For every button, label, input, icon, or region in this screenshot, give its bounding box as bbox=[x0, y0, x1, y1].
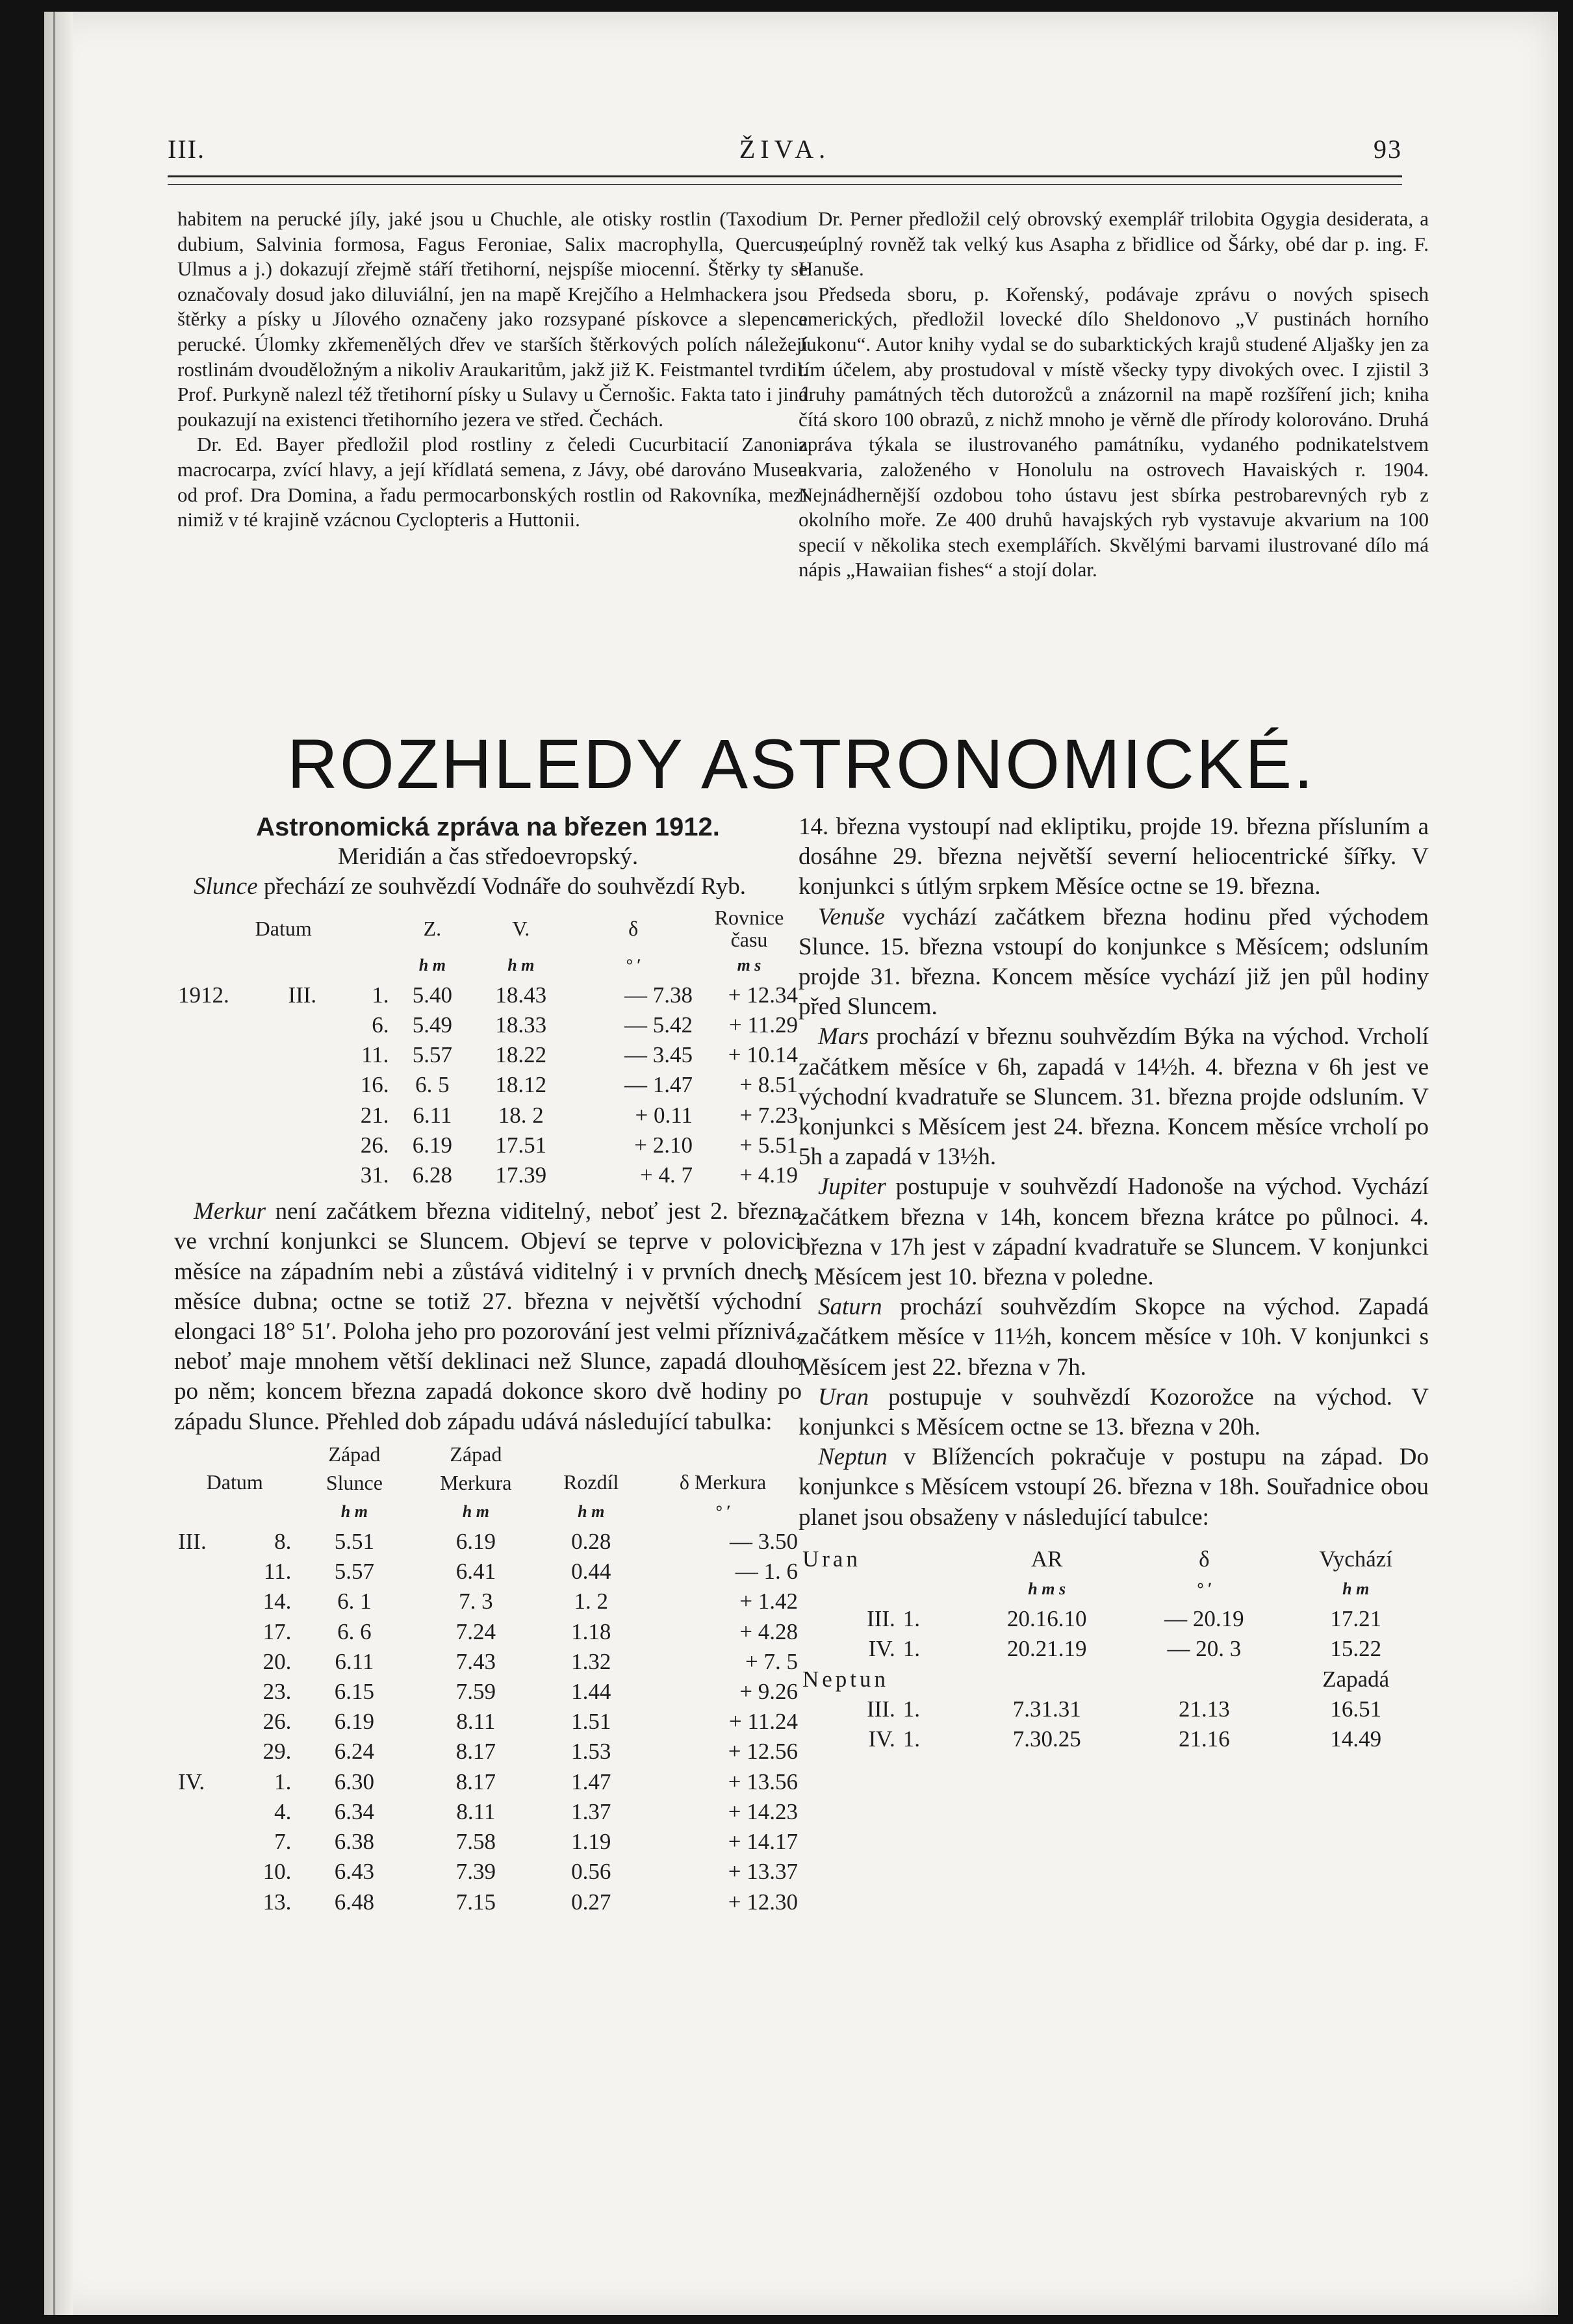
sun-row bbox=[174, 1101, 802, 1130]
merkur-row-delta: — 3.50 bbox=[730, 1529, 798, 1555]
uran-row-time: 15.22 bbox=[1330, 1636, 1382, 1662]
planet-unit-time: h m bbox=[1342, 1579, 1370, 1599]
jupiter-name: Jupiter bbox=[818, 1173, 886, 1201]
merkur-unit-slunce: h m bbox=[340, 1501, 368, 1521]
bottom-right-column bbox=[799, 812, 1429, 1754]
sun-row bbox=[174, 1070, 802, 1100]
sun-unit-delta: ° ′ bbox=[625, 955, 641, 975]
sun-row bbox=[174, 1130, 802, 1160]
merkur-row bbox=[174, 1707, 802, 1737]
merkur-row-rozdil: 1.53 bbox=[571, 1739, 611, 1765]
merkur-row-slunce: 6.43 bbox=[334, 1859, 374, 1885]
merkur-row-delta: + 12.30 bbox=[728, 1889, 798, 1915]
slunce-paragraph bbox=[174, 872, 802, 902]
merkur-row-month bbox=[174, 1617, 235, 1647]
merkur-row-month bbox=[174, 1647, 235, 1677]
merkur-row-rozdil: 0.56 bbox=[571, 1859, 611, 1885]
sun-row-v: 18.22 bbox=[495, 1042, 547, 1068]
uran-row-delta: — 20.19 bbox=[1164, 1606, 1244, 1632]
sun-row-v: 18. 2 bbox=[498, 1102, 544, 1128]
sun-table bbox=[174, 906, 802, 1191]
uran-row bbox=[799, 1604, 1429, 1634]
sun-row-rovnice: + 10.14 bbox=[728, 1042, 798, 1068]
sun-row-month bbox=[272, 1160, 333, 1190]
sun-row-rovnice: + 11.29 bbox=[729, 1012, 798, 1038]
sun-table-header bbox=[174, 906, 802, 951]
paragraph-tertiary-deposits: habitem na perucké jíly, jaké jsou u Chuchle, ale otisky rostlin (Taxodium dubium, Salvinia formosa, Fagus Feroniae, Salix macrophylla, Quercus, Ulmus a j.) dokazují zřejmě stáří třetihorní, nejspíše miocenní. Štěrky ty se označovaly dosud jako diluviální, jen na mapě Krejčího a Helmhackera jsou štěrky a písky u Jílového označeny jako rozsypané pískovce a slepence perucké. Úlomky zkřemenělých dřev ve starších štěrkových polích náležejí rostlinám dvouděložným a nikoliv Araukaritům, jakž již K. Feistmantel tvrdil. Prof. Purkyně nalezl též třetihorní písky u Sulavy u Černošic. Fakta tato i jiná poukazují na existenci třetihorního jezera ve střed. Čechách. bbox=[177, 207, 808, 431]
sun-row-z: 6.11 bbox=[413, 1102, 452, 1128]
merkur-table-header bbox=[174, 1440, 802, 1497]
sun-row bbox=[174, 980, 802, 1010]
mars-text: prochází v březnu souhvězdím Býka na východ. Vrcholí začátkem měsíce v 6h, zapadá v 14½h. 4. března v 6h jest ve východní kvadratuře se Sluncem. 31. března projde odsluním. V konjunkci s Měsícem jest 24. března. Koncem měsíce vrcholí po 5h a zapadá v 13½h. bbox=[799, 1023, 1429, 1171]
merkur-row-merkura: 7.43 bbox=[455, 1648, 496, 1674]
slunce-text: přechází ze souhvězdí Vodnáře do souhvězdí Ryb. bbox=[263, 873, 746, 900]
merkur-name: Merkur bbox=[194, 1198, 266, 1225]
merkur-row-merkura: 8.17 bbox=[455, 1739, 496, 1765]
sun-row-day: 1. bbox=[372, 982, 389, 1008]
sun-row-delta: — 3.45 bbox=[624, 1042, 693, 1068]
merkur-row-slunce: 6.48 bbox=[334, 1889, 374, 1915]
merkur-header-zapad-slunce: Západ Slunce bbox=[326, 1442, 383, 1494]
merkur-row-month: III. bbox=[178, 1529, 207, 1555]
neptun-row-delta: 21.16 bbox=[1178, 1726, 1230, 1752]
sun-row bbox=[174, 1040, 802, 1070]
merkur-text: není začátkem března viditelný, neboť jest 2. března ve vrchní konjunkci se Sluncem. Objeví se teprve v polovici měsíce na západním nebi a zůstává viditelný i v prvních dnech měsíce dubna; octne se totiž 27. března v největší východní elongaci 18° 51′. Poloha jeho pro pozorování jest velmi příznivá, neboť maje mnohem větší deklinaci než Slunce, zapadá dlouho po něm; koncem března zapadá dokonce skoro dvě hodiny po západu Slunce. Přehled dob západu udává následující tabulka: bbox=[174, 1198, 802, 1435]
merkur-row-month bbox=[174, 1887, 235, 1917]
neptun-row-day: 1. bbox=[902, 1696, 921, 1722]
merkur-row-month bbox=[174, 1797, 235, 1827]
paragraph-korensky: Předseda sboru, p. Kořenský, podávaje zprávu o nových spisech amerických, předložil lovecké dílo Sheldonovo „V pustinách horního Jukonu“. Autor knihy vydal se do subarktických krajů studené Aljašky jen za tím účelem, aby prostudoval v místě všecky typy divokých ovec. I zjistil 3 druhy památných těch dutorožců a znázornil na mapě rozšíření jich; kniha čítá skoro 100 obrazů, z nichž mnoho je věrně dle přírody kolorováno. Druhá zpráva týkala se ilustrovaného památníku, vydaného podnikatelstvem akvaria, založeného v Honolulu na ostrovech Havaiských r. 1904. Nejnádhernější ozdobou toho ústavu jest sbírka pestrobarevných ryb z okolního moře. Ze 400 druhů havajských ryb vystavuje akvarium na 100 specií v několika stech exemplářích. Skvělými barvami ilustrované dílo má nápis „Hawaiian fishes“ a stojí dolar. bbox=[799, 282, 1429, 581]
sun-row-day: 26. bbox=[360, 1132, 389, 1158]
merkur-row-delta: + 14.17 bbox=[728, 1829, 798, 1855]
uran-paragraph bbox=[799, 1383, 1429, 1442]
paragraph-bayer: Dr. Ed. Bayer předložil plod rostliny z čeledi Cucurbitacií Zanonia macrocarpa, zvící hlavy, a její křídlatá semena, z Jávy, obé darováno Museu od prof. Dra Domina, a řadu permocarbonských rostlin od Rakovníka, mezi nimiž v té krajině vzácnou Cyclopteris a Huttonii. bbox=[177, 433, 808, 531]
merkur-row-day: 11. bbox=[263, 1559, 292, 1585]
venuse-text: vychází začátkem března hodinu před východem Slunce. 15. března vstoupí do konjunkce s Měsícem; odsluním projde 31. března. Koncem měsíce vychází již jen půl hodiny před Sluncem. bbox=[799, 903, 1429, 1021]
sun-row-z: 6.19 bbox=[412, 1132, 452, 1158]
merkur-table-units bbox=[174, 1497, 802, 1527]
merkur-row-month bbox=[174, 1827, 235, 1857]
merkur-row-month: IV. bbox=[178, 1769, 205, 1794]
merkur-row-merkura: 8.11 bbox=[456, 1798, 496, 1824]
planet-header-delta: δ bbox=[1199, 1546, 1210, 1572]
sun-header-rovnice: Rovnice času bbox=[714, 905, 784, 951]
merkur-row-rozdil: 1. 2 bbox=[574, 1589, 608, 1615]
saturn-text: prochází souhvězdím Skopce na východ. Zapadá začátkem měsíce v 11½h, koncem měsíce v 10h. V konjunkci s Měsícem jest 22. března v 7h. bbox=[799, 1294, 1429, 1381]
planet-header-zapada: Zapadá bbox=[1322, 1666, 1390, 1692]
merkur-row-delta: + 1.42 bbox=[739, 1589, 798, 1615]
merkur-row-rozdil: 1.18 bbox=[571, 1618, 611, 1644]
slunce-name: Slunce bbox=[194, 873, 258, 900]
neptun-row-ar: 7.30.25 bbox=[1012, 1726, 1081, 1752]
top-right-column bbox=[799, 207, 1429, 583]
merkur-row-merkura: 6.41 bbox=[455, 1559, 496, 1585]
merkur-row-merkura: 7.24 bbox=[455, 1618, 496, 1644]
merkur-row-slunce: 6. 1 bbox=[337, 1589, 372, 1615]
merkur-row-slunce: 6.11 bbox=[335, 1648, 374, 1674]
merkur-row-day: 4. bbox=[274, 1798, 292, 1824]
sun-row-v: 18.33 bbox=[495, 1012, 547, 1038]
sun-row-rovnice: + 4.19 bbox=[739, 1162, 798, 1188]
mars-paragraph bbox=[799, 1022, 1429, 1172]
merkur-row bbox=[174, 1857, 802, 1887]
jupiter-paragraph bbox=[799, 1172, 1429, 1292]
sun-row-month: III. bbox=[288, 982, 317, 1008]
sun-row-day: 21. bbox=[360, 1102, 389, 1128]
venuse-name: Venuše bbox=[818, 903, 885, 930]
saturn-paragraph bbox=[799, 1292, 1429, 1383]
uran-row-delta: — 20. 3 bbox=[1167, 1636, 1242, 1662]
merkur-row-rozdil: 1.47 bbox=[571, 1769, 611, 1794]
merkur-row-merkura: 7. 3 bbox=[459, 1589, 493, 1615]
sun-row-v: 17.51 bbox=[495, 1132, 547, 1158]
page bbox=[44, 12, 1558, 2315]
sun-row-delta: + 0.11 bbox=[635, 1102, 693, 1128]
header-rule bbox=[168, 175, 1402, 185]
sun-row-delta: — 1.47 bbox=[624, 1072, 693, 1098]
merkur-row-month bbox=[174, 1587, 235, 1616]
uran-row-month: IV. bbox=[868, 1636, 895, 1662]
merkur-row-merkura: 6.19 bbox=[455, 1529, 496, 1555]
sun-row-year bbox=[174, 1101, 272, 1130]
sun-table-body bbox=[174, 980, 802, 1190]
merkur-row-merkura: 8.17 bbox=[455, 1769, 496, 1794]
merkur-row-delta: + 14.23 bbox=[728, 1798, 798, 1824]
merkur-row-day: 14. bbox=[262, 1589, 292, 1615]
merkur-row bbox=[174, 1827, 802, 1857]
merkur-row bbox=[174, 1557, 802, 1587]
uran-text: postupuje v souhvězdí Kozorožce na východ. V konjunkci s Měsícem octne se 13. března v 20h. bbox=[799, 1383, 1429, 1441]
sun-row bbox=[174, 1010, 802, 1040]
sun-row-month bbox=[272, 1130, 333, 1160]
planet-neptun-header bbox=[799, 1665, 1429, 1694]
merkur-row-delta: + 13.37 bbox=[728, 1859, 798, 1885]
merkur-row-rozdil: 0.28 bbox=[571, 1529, 611, 1555]
neptun-row-delta: 21.13 bbox=[1178, 1696, 1230, 1722]
page-number: 93 bbox=[1374, 134, 1402, 164]
merkur-row-month bbox=[174, 1707, 235, 1737]
sun-row-rovnice: + 12.34 bbox=[728, 982, 798, 1008]
merkur-row-slunce: 6.15 bbox=[334, 1679, 374, 1705]
neptun-text: v Blížencích pokračuje v postupu na západ. Do konjunkce s Měsícem vstoupí 26. března v 18h. Souřadnice obou planet jsou obsaženy v následující tabulce: bbox=[799, 1444, 1429, 1531]
merkur-row bbox=[174, 1797, 802, 1827]
sun-row-day: 16. bbox=[360, 1072, 389, 1098]
sun-row-delta: + 4. 7 bbox=[640, 1162, 693, 1188]
merkur-row-rozdil: 0.27 bbox=[571, 1889, 611, 1915]
neptun-row-month: IV. bbox=[868, 1726, 895, 1752]
merkur-row-delta: + 11.24 bbox=[729, 1709, 798, 1735]
sun-row-day: 31. bbox=[360, 1162, 389, 1188]
merkur-row-rozdil: 1.32 bbox=[571, 1648, 611, 1674]
merkur-row-merkura: 7.15 bbox=[455, 1889, 496, 1915]
merkur-row-day: 17. bbox=[262, 1618, 292, 1644]
sun-row-year: 1912. bbox=[178, 982, 229, 1008]
saturn-name: Saturn bbox=[818, 1294, 882, 1321]
merkur-row-day: 10. bbox=[262, 1859, 292, 1885]
planet-neptun-label: Neptun bbox=[802, 1666, 889, 1692]
merkur-row-rozdil: 1.19 bbox=[571, 1829, 611, 1855]
merkur-row-rozdil: 1.44 bbox=[571, 1679, 611, 1705]
top-left-column bbox=[177, 207, 808, 533]
merkur-row-day: 29. bbox=[262, 1739, 292, 1765]
merkur-row-day: 26. bbox=[262, 1709, 292, 1735]
sun-header-z: Z. bbox=[423, 916, 442, 940]
sun-row-z: 6. 5 bbox=[415, 1072, 450, 1098]
sun-row-delta: — 5.42 bbox=[624, 1012, 693, 1038]
neptun-row-ar: 7.31.31 bbox=[1012, 1696, 1081, 1722]
article-subtitle: Meridián a čas středoevropský. bbox=[337, 843, 639, 871]
merkur-row-month bbox=[174, 1677, 235, 1707]
merkur-unit-delta: ° ′ bbox=[715, 1501, 731, 1521]
planet-header-vychazi: Vychází bbox=[1319, 1546, 1393, 1572]
sun-row bbox=[174, 1160, 802, 1190]
sun-row-day: 11. bbox=[361, 1042, 389, 1068]
mars-name: Mars bbox=[818, 1023, 869, 1051]
merkur-row bbox=[174, 1527, 802, 1557]
merkur-row-day: 8. bbox=[274, 1529, 292, 1555]
merkur-row-month bbox=[174, 1557, 235, 1587]
sun-row-v: 18.43 bbox=[495, 982, 547, 1008]
page-binding-edge bbox=[44, 12, 73, 2315]
uran-row-day: 1. bbox=[902, 1636, 921, 1662]
sun-row-v: 18.12 bbox=[495, 1072, 547, 1098]
planet-neptun-body bbox=[799, 1694, 1429, 1754]
merkur-row-delta: + 13.56 bbox=[728, 1769, 798, 1794]
sun-header-v: V. bbox=[512, 916, 530, 940]
neptun-row-day: 1. bbox=[902, 1726, 921, 1752]
neptun-row-time: 14.49 bbox=[1330, 1726, 1382, 1752]
merkur-row-slunce: 6.38 bbox=[334, 1829, 374, 1855]
sun-row-v: 17.39 bbox=[495, 1162, 547, 1188]
sun-row-year bbox=[174, 1160, 272, 1190]
merkur-row-day: 20. bbox=[262, 1648, 292, 1674]
merkur-header-delta: δ Merkura bbox=[679, 1470, 767, 1494]
planet-header-ar: AR bbox=[1030, 1546, 1063, 1572]
planet-units bbox=[799, 1574, 1429, 1604]
merkur-row-merkura: 7.39 bbox=[455, 1859, 496, 1885]
merkur-row-merkura: 8.11 bbox=[456, 1709, 496, 1735]
merkur-row-day: 23. bbox=[262, 1679, 292, 1705]
merkur-header-zapad-merkura: Západ Merkura bbox=[440, 1442, 512, 1494]
sun-header-datum: Datum bbox=[255, 916, 312, 940]
sun-row-month bbox=[272, 1070, 333, 1100]
merkur-row-rozdil: 1.37 bbox=[571, 1798, 611, 1824]
sun-row-day: 6. bbox=[372, 1012, 389, 1038]
merkur-unit-merkura: h m bbox=[462, 1501, 489, 1521]
neptun-row bbox=[799, 1694, 1429, 1724]
jupiter-text: postupuje v souhvězdí Hadonoše na východ. Vychází začátkem března v 14h, koncem března krátce po půlnoci. 4. března v 17h jest v západní kvadratuře se Sluncem. V konjunkci s Měsícem jest 10. března v poledne. bbox=[799, 1173, 1429, 1291]
planet-unit-delta: ° ′ bbox=[1196, 1579, 1212, 1599]
venuse-paragraph bbox=[799, 902, 1429, 1023]
section-banner: ROZHLEDY ASTRONOMICKÉ. bbox=[287, 724, 1316, 803]
planet-uran-header bbox=[799, 1544, 1429, 1574]
merkur-row bbox=[174, 1587, 802, 1616]
merkur-row-merkura: 7.59 bbox=[455, 1679, 496, 1705]
sun-row-z: 5.49 bbox=[412, 1012, 452, 1038]
sun-row-month bbox=[272, 1101, 333, 1130]
running-header bbox=[168, 134, 1402, 173]
sun-row-year bbox=[174, 1010, 272, 1040]
bottom-left-column bbox=[174, 812, 802, 1917]
uran-name: Uran bbox=[818, 1383, 869, 1411]
merkur-table-body bbox=[174, 1527, 802, 1917]
uran-row-ar: 20.21.19 bbox=[1006, 1636, 1087, 1662]
uran-row-ar: 20.16.10 bbox=[1006, 1606, 1087, 1632]
sun-row-z: 6.28 bbox=[412, 1162, 452, 1188]
merkur-unit-rozdil: h m bbox=[578, 1501, 605, 1521]
sun-row-month bbox=[272, 1010, 333, 1040]
merkur-paragraph bbox=[174, 1197, 802, 1437]
merkur-row-month bbox=[174, 1737, 235, 1767]
merkur-row bbox=[174, 1737, 802, 1767]
article-title: Astronomická zpráva na březen 1912. bbox=[256, 813, 720, 841]
uran-row bbox=[799, 1634, 1429, 1664]
sun-row-month bbox=[272, 1040, 333, 1070]
uran-row-day: 1. bbox=[902, 1606, 921, 1632]
merkur-row-delta: — 1. 6 bbox=[735, 1559, 798, 1585]
sun-row-z: 5.57 bbox=[412, 1042, 452, 1068]
merkur-header-rozdil: Rozdíl bbox=[563, 1470, 619, 1494]
sun-unit-v: h m bbox=[507, 955, 535, 975]
merkur-row-delta: + 12.56 bbox=[728, 1739, 798, 1765]
merkur-row-rozdil: 0.44 bbox=[571, 1559, 611, 1585]
planet-uran-label: Uran bbox=[802, 1546, 861, 1572]
sun-row-z: 5.40 bbox=[412, 982, 452, 1008]
uran-row-month: III. bbox=[867, 1606, 895, 1632]
merkur-header-datum: Datum bbox=[206, 1470, 263, 1494]
neptun-row-month: III. bbox=[867, 1696, 895, 1722]
journal-title: ŽIVA. bbox=[739, 134, 831, 164]
merkur-row-slunce: 6.24 bbox=[334, 1739, 374, 1765]
volume-number: III. bbox=[168, 134, 205, 164]
merkur-row bbox=[174, 1647, 802, 1677]
merkur-row bbox=[174, 1677, 802, 1707]
merkur-row-rozdil: 1.51 bbox=[571, 1709, 611, 1735]
merkur-row-day: 7. bbox=[274, 1829, 292, 1855]
planet-uran-body bbox=[799, 1604, 1429, 1664]
sun-row-rovnice: + 5.51 bbox=[739, 1132, 798, 1158]
planet-table bbox=[799, 1544, 1429, 1754]
sun-row-delta: — 7.38 bbox=[624, 982, 693, 1008]
merkur-row-delta: + 7. 5 bbox=[745, 1648, 798, 1674]
merkur-row bbox=[174, 1887, 802, 1917]
sun-row-rovnice: + 8.51 bbox=[739, 1072, 798, 1098]
merkur-row bbox=[174, 1617, 802, 1647]
merkur-table bbox=[174, 1440, 802, 1917]
neptun-row-time: 16.51 bbox=[1330, 1696, 1382, 1722]
merkur-row-delta: + 4.28 bbox=[739, 1618, 798, 1644]
sun-unit-z: h m bbox=[418, 955, 446, 975]
merkur-row-day: 1. bbox=[274, 1769, 292, 1794]
neptun-paragraph bbox=[799, 1442, 1429, 1533]
sun-row-year bbox=[174, 1040, 272, 1070]
merkur-row-month bbox=[174, 1857, 235, 1887]
sun-table-units bbox=[174, 951, 802, 980]
neptun-row bbox=[799, 1724, 1429, 1754]
merkur-row-slunce: 6. 6 bbox=[337, 1618, 372, 1644]
merkur-row bbox=[174, 1767, 802, 1797]
merkur-row-slunce: 6.30 bbox=[334, 1769, 374, 1794]
uran-row-time: 17.21 bbox=[1330, 1606, 1382, 1632]
sun-row-year bbox=[174, 1130, 272, 1160]
merkur-row-merkura: 7.58 bbox=[455, 1829, 496, 1855]
sun-unit-rovnice: m s bbox=[737, 955, 761, 975]
merkur-row-slunce: 6.34 bbox=[334, 1798, 374, 1824]
sun-row-rovnice: + 7.23 bbox=[739, 1102, 798, 1128]
merkur-continued: 14. března vystoupí nad ekliptiku, projde 19. března přísluním a dosáhne 29. března největší severní heliocentrické šířky. V konjunkci s útlým srpkem Měsíce octne se 19. března. bbox=[799, 813, 1429, 900]
neptun-name: Neptun bbox=[818, 1444, 888, 1471]
sun-row-delta: + 2.10 bbox=[634, 1132, 693, 1158]
merkur-row-slunce: 5.57 bbox=[334, 1559, 374, 1585]
sun-row-year bbox=[174, 1070, 272, 1100]
merkur-row-day: 13. bbox=[262, 1889, 292, 1915]
paragraph-perner: Dr. Perner předložil celý obrovský exemplář trilobita Ogygia desiderata, a neúplný rovněž tak velký kus Asapha z břidlice od Šárky, obé dar p. ing. F. Hanuše. bbox=[799, 207, 1429, 281]
merkur-row-delta: + 9.26 bbox=[739, 1679, 798, 1705]
merkur-row-slunce: 6.19 bbox=[334, 1709, 374, 1735]
planet-unit-ar: h m s bbox=[1028, 1579, 1066, 1599]
merkur-row-slunce: 5.51 bbox=[334, 1529, 374, 1555]
sun-header-delta: δ bbox=[628, 916, 639, 940]
